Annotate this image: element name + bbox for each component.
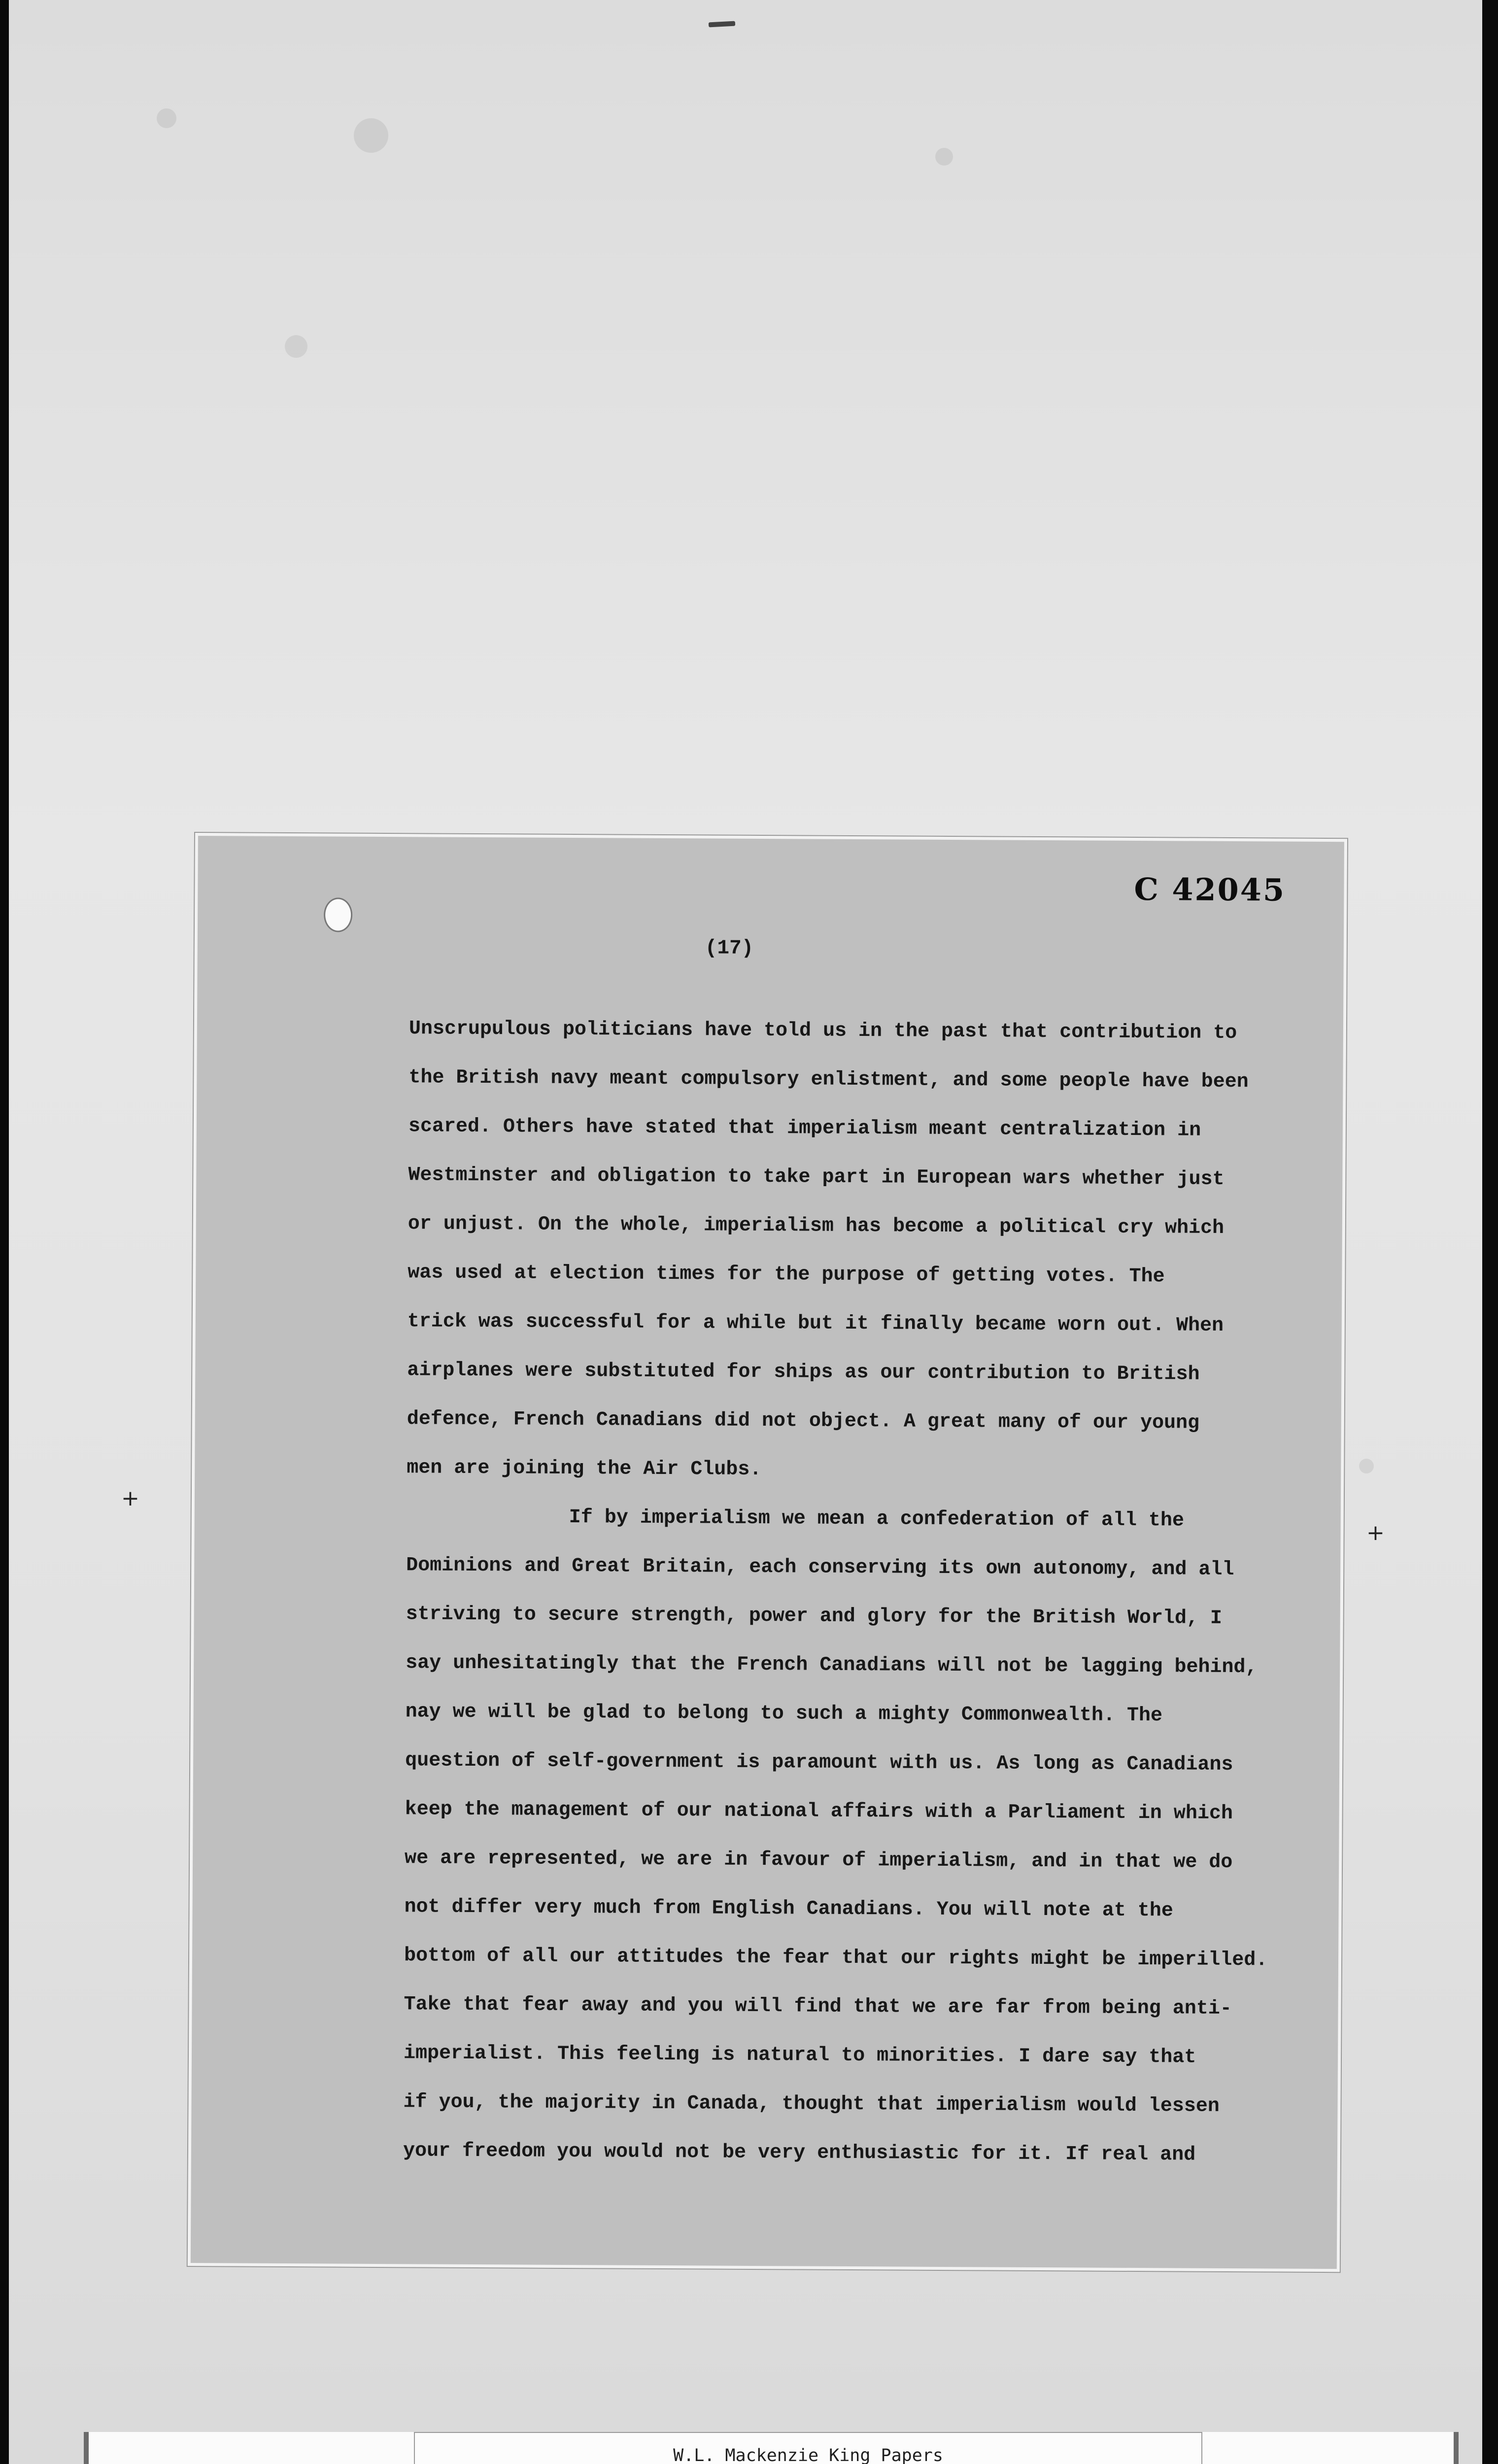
text-line: Dominions and Great Britain, each conserving its own autonomy, and all — [406, 1554, 1234, 1581]
film-mark — [709, 21, 735, 28]
text-line: the British navy meant compulsory enlistment, and some people have been — [409, 1066, 1249, 1094]
archive-label-panel — [84, 2432, 1459, 2464]
reference-number: C 42045 — [1134, 871, 1286, 908]
film-speck — [935, 148, 953, 166]
film-speck — [354, 118, 388, 153]
text-line: your freedom you would not be very enthusiastic for it. If real and — [403, 2140, 1196, 2166]
text-line: Unscrupulous politicians have told us in the past that contribution to — [409, 1018, 1237, 1045]
text-line: bottom of all our attitudes the fear that our rights might be imperilled. — [404, 1945, 1268, 1972]
text-line: was used at election times for the purpose of getting votes. The — [408, 1262, 1165, 1288]
text-line: men are joining the Air Clubs. — [407, 1457, 762, 1481]
text-line: striving to secure strength, power and glory for the British World, I — [406, 1603, 1223, 1630]
text-line: imperialist. This feeling is natural to minorities. I dare say that — [403, 2042, 1196, 2069]
document-page — [188, 833, 1347, 2272]
text-line: not differ very much from English Canadians. You will note at the — [404, 1896, 1173, 1922]
film-speck — [157, 108, 176, 128]
microfilm-frame — [9, 0, 1482, 2464]
film-speck — [285, 335, 307, 358]
collection-name: W.L. Mackenzie King Papers — [673, 2446, 943, 2464]
text-line: trick was successful for a while but it finally became worn out. When — [407, 1310, 1224, 1337]
text-line: If by imperialism we mean a confederation of all the — [569, 1506, 1185, 1532]
registration-mark: + — [1366, 1520, 1385, 1545]
text-line: or unjust. On the whole, imperialism has become a political cry which — [408, 1213, 1225, 1239]
film-speck — [1359, 1459, 1374, 1473]
text-line: Westminster and obligation to take part in European wars whether just — [408, 1164, 1225, 1191]
text-line: scared. Others have stated that imperialism meant centralization in — [408, 1115, 1201, 1142]
punch-hole — [324, 897, 352, 932]
registration-mark: + — [121, 1486, 139, 1511]
text-line: airplanes were substituted for ships as our contribution to British — [407, 1359, 1200, 1386]
text-line: if you, the majority in Canada, thought that imperialism would lessen — [403, 2091, 1220, 2118]
text-line: Take that fear away and you will find that we are far from being anti- — [404, 1993, 1232, 2020]
body-text — [403, 1004, 1306, 2180]
text-line: defence, French Canadians did not object. A great many of our young — [407, 1408, 1200, 1435]
text-line: nay we will be glad to belong to such a mighty Commonwealth. The — [405, 1701, 1163, 1727]
text-line: question of self-government is paramount with us. As long as Canadians — [405, 1749, 1233, 1777]
text-line: we are represented, we are in favour of imperialism, and in that we do — [404, 1847, 1233, 1874]
text-line: keep the management of our national affairs with a Parliament in which — [405, 1798, 1233, 1825]
page-number: (17) — [705, 937, 754, 960]
text-line: say unhesitatingly that the French Canadians will not be lagging behind, — [406, 1652, 1258, 1679]
collection-label — [414, 2432, 1202, 2464]
